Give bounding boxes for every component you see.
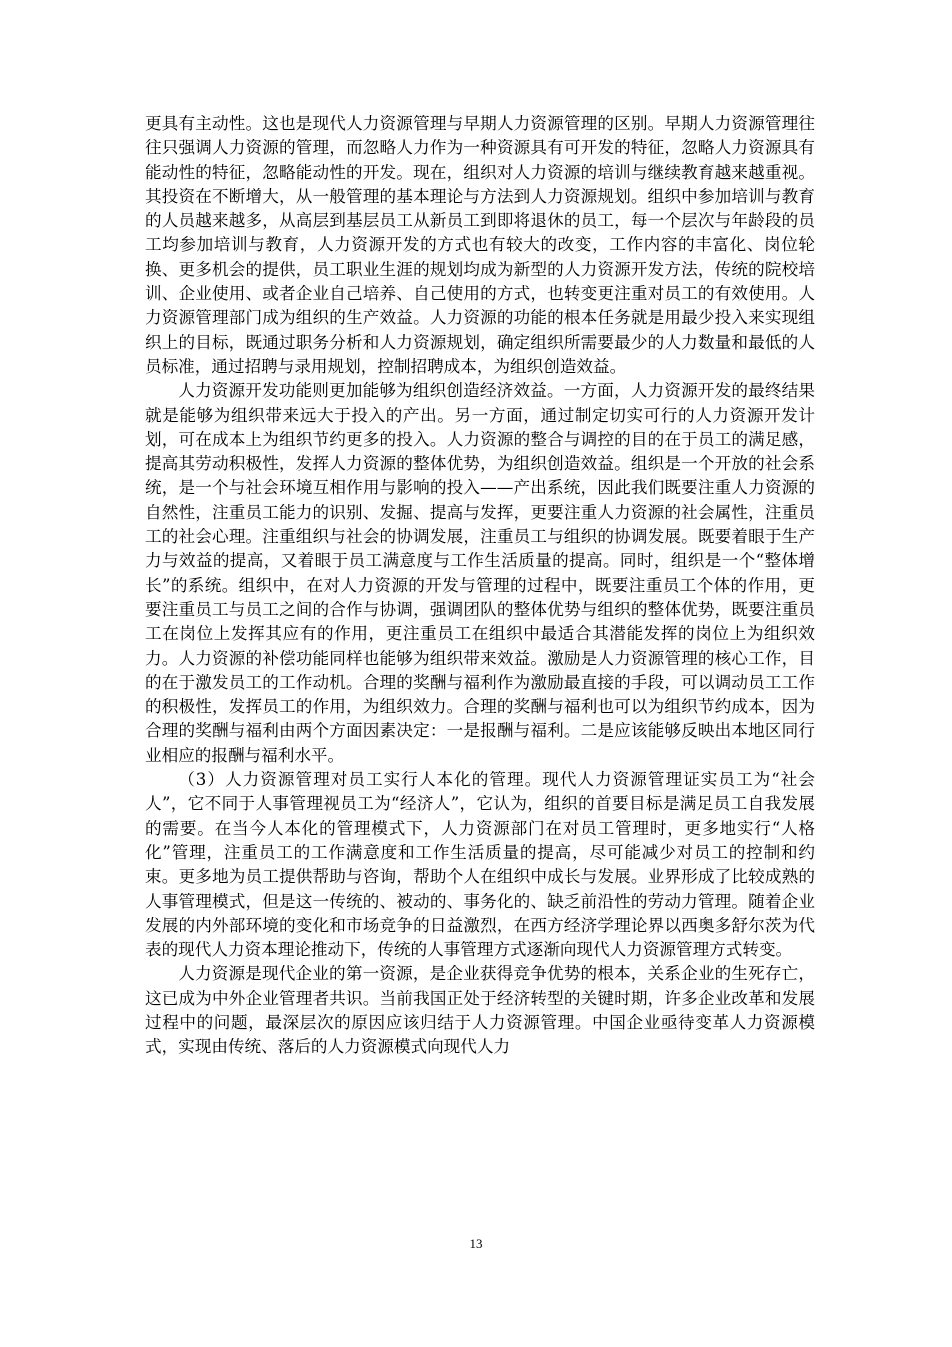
paragraph-continuation: 更具有主动性。这也是现代人力资源管理与早期人力资源管理的区别。早期人力资源管理往往只强调人力资源的管理，而忽略人力作为一种资源具有可开发的特征，忽略人力资源具有能动性的特征，忽略能动性的开发。现在，组织对人力资源的培训与继续教育越来越重视。其投资在不断增大，从一般管理的基本理论与方法到人力资源规划。组织中参加培训与教育的人员越来越多，从高层到基层员工从新员工到即将退休的员工，每一个层次与年龄段的员工均参加培训与教育，人力资源开发的方式也有较大的改变，工作内容的丰富化、岗位轮换、更多机会的提供，员工职业生涯的规划均成为新型的人力资源开发方法，传统的院校培训、企业使用、或者企业自己培养、自己使用的方式，也转变更注重对员工的有效使用。人力资源管理部门成为组织的生产效益。人力资源的功能的根本任务就是用最少投入来实现组织上的目标，既通过职务分析和人力资源规划，确定组织所需要最少的人力数量和最低的人员标准，通过招聘与录用规划，控制招聘成本，为组织创造效益。 xyxy=(145,114,815,376)
page-number: 13 xyxy=(469,1236,483,1251)
document-body xyxy=(145,112,815,1060)
paragraph-first-resource: 人力资源是现代企业的第一资源，是企业获得竞争优势的根本，关系企业的生死存亡，这已成为中外企业管理者共识。当前我国正处于经济转型的关键时期，许多企业改革和发展过程中的问题，最深层次的原因应该归结于人力资源管理。中国企业亟待变革人力资源模式，实现由传统、落后的人力资源模式向现代人力 xyxy=(145,964,815,1057)
paragraph-humanistic-management: （3）人力资源管理对员工实行人本化的管理。现代人力资源管理证实员工为“社会人”，它不同于人事管理视员工为“经济人”，它认为，组织的首要目标是满足员工自我发展的需要。在当今人本化的管理模式下，人力资源部门在对员工管理时，更多地实行“人格化”管理，注重员工的工作满意度和工作生活质量的提高，尽可能减少对员工的控制和约束。更多地为员工提供帮助与咨询，帮助个人在组织中成长与发展。业界形成了比较成熟的人事管理模式，但是这一传统的、被动的、事务化的、缺乏前沿性的劳动力管理。随着企业发展的内外部环境的变化和市场竞争的日益激烈，在西方经济学理论界以西奥多舒尔茨为代表的现代人力资本理论推动下，传统的人事管理方式逐渐向现代人力资源管理方式转变。 xyxy=(145,770,815,960)
paragraph-development-function: 人力资源开发功能则更加能够为组织创造经济效益。一方面，人力资源开发的最终结果就是能够为组织带来远大于投入的产出。另一方面，通过制定切实可行的人力资源开发计划，可在成本上为组织节约更多的投入。人力资源的整合与调控的目的在于员工的满足感，提高其劳动积极性，发挥人力资源的整体优势，为组织创造效益。组织是一个开放的社会系统，是一个与社会环境互相作用与影响的投入——产出系统，因此我们既要注重人力资源的自然性，注重员工能力的识别、发掘、提高与发挥，更要注重人力资源的社会属性，注重员工的社会心理。注重组织与社会的协调发展，注重员工与组织的协调发展。既要着眼于生产力与效益的提高，又着眼于员工满意度与工作生活质量的提高。同时，组织是一个“整体增长”的系统。组织中，在对人力资源的开发与管理的过程中，既要注重员工个体的作用，更要注重员工与员工之间的合作与协调，强调团队的整体优势与组织的整体优势，既要注重员工在岗位上发挥其应有的作用，更注重员工在组织中最适合其潜能发挥的岗位上为组织效力。人力资源的补偿功能同样也能够为组织带来效益。激励是人力资源管理的核心工作，目的在于激发员工的工作动机。合理的奖酬与福利作为激励最直接的手段，可以调动员工工作的积极性，发挥员工的作用，为组织效力。合理的奖酬与福利也可以为组织节约成本，因为合理的奖酬与福利由两个方面因素决定：一是报酬与福利。二是应该能够反映出本地区同行业相应的报酬与福利水平。 xyxy=(145,381,815,765)
